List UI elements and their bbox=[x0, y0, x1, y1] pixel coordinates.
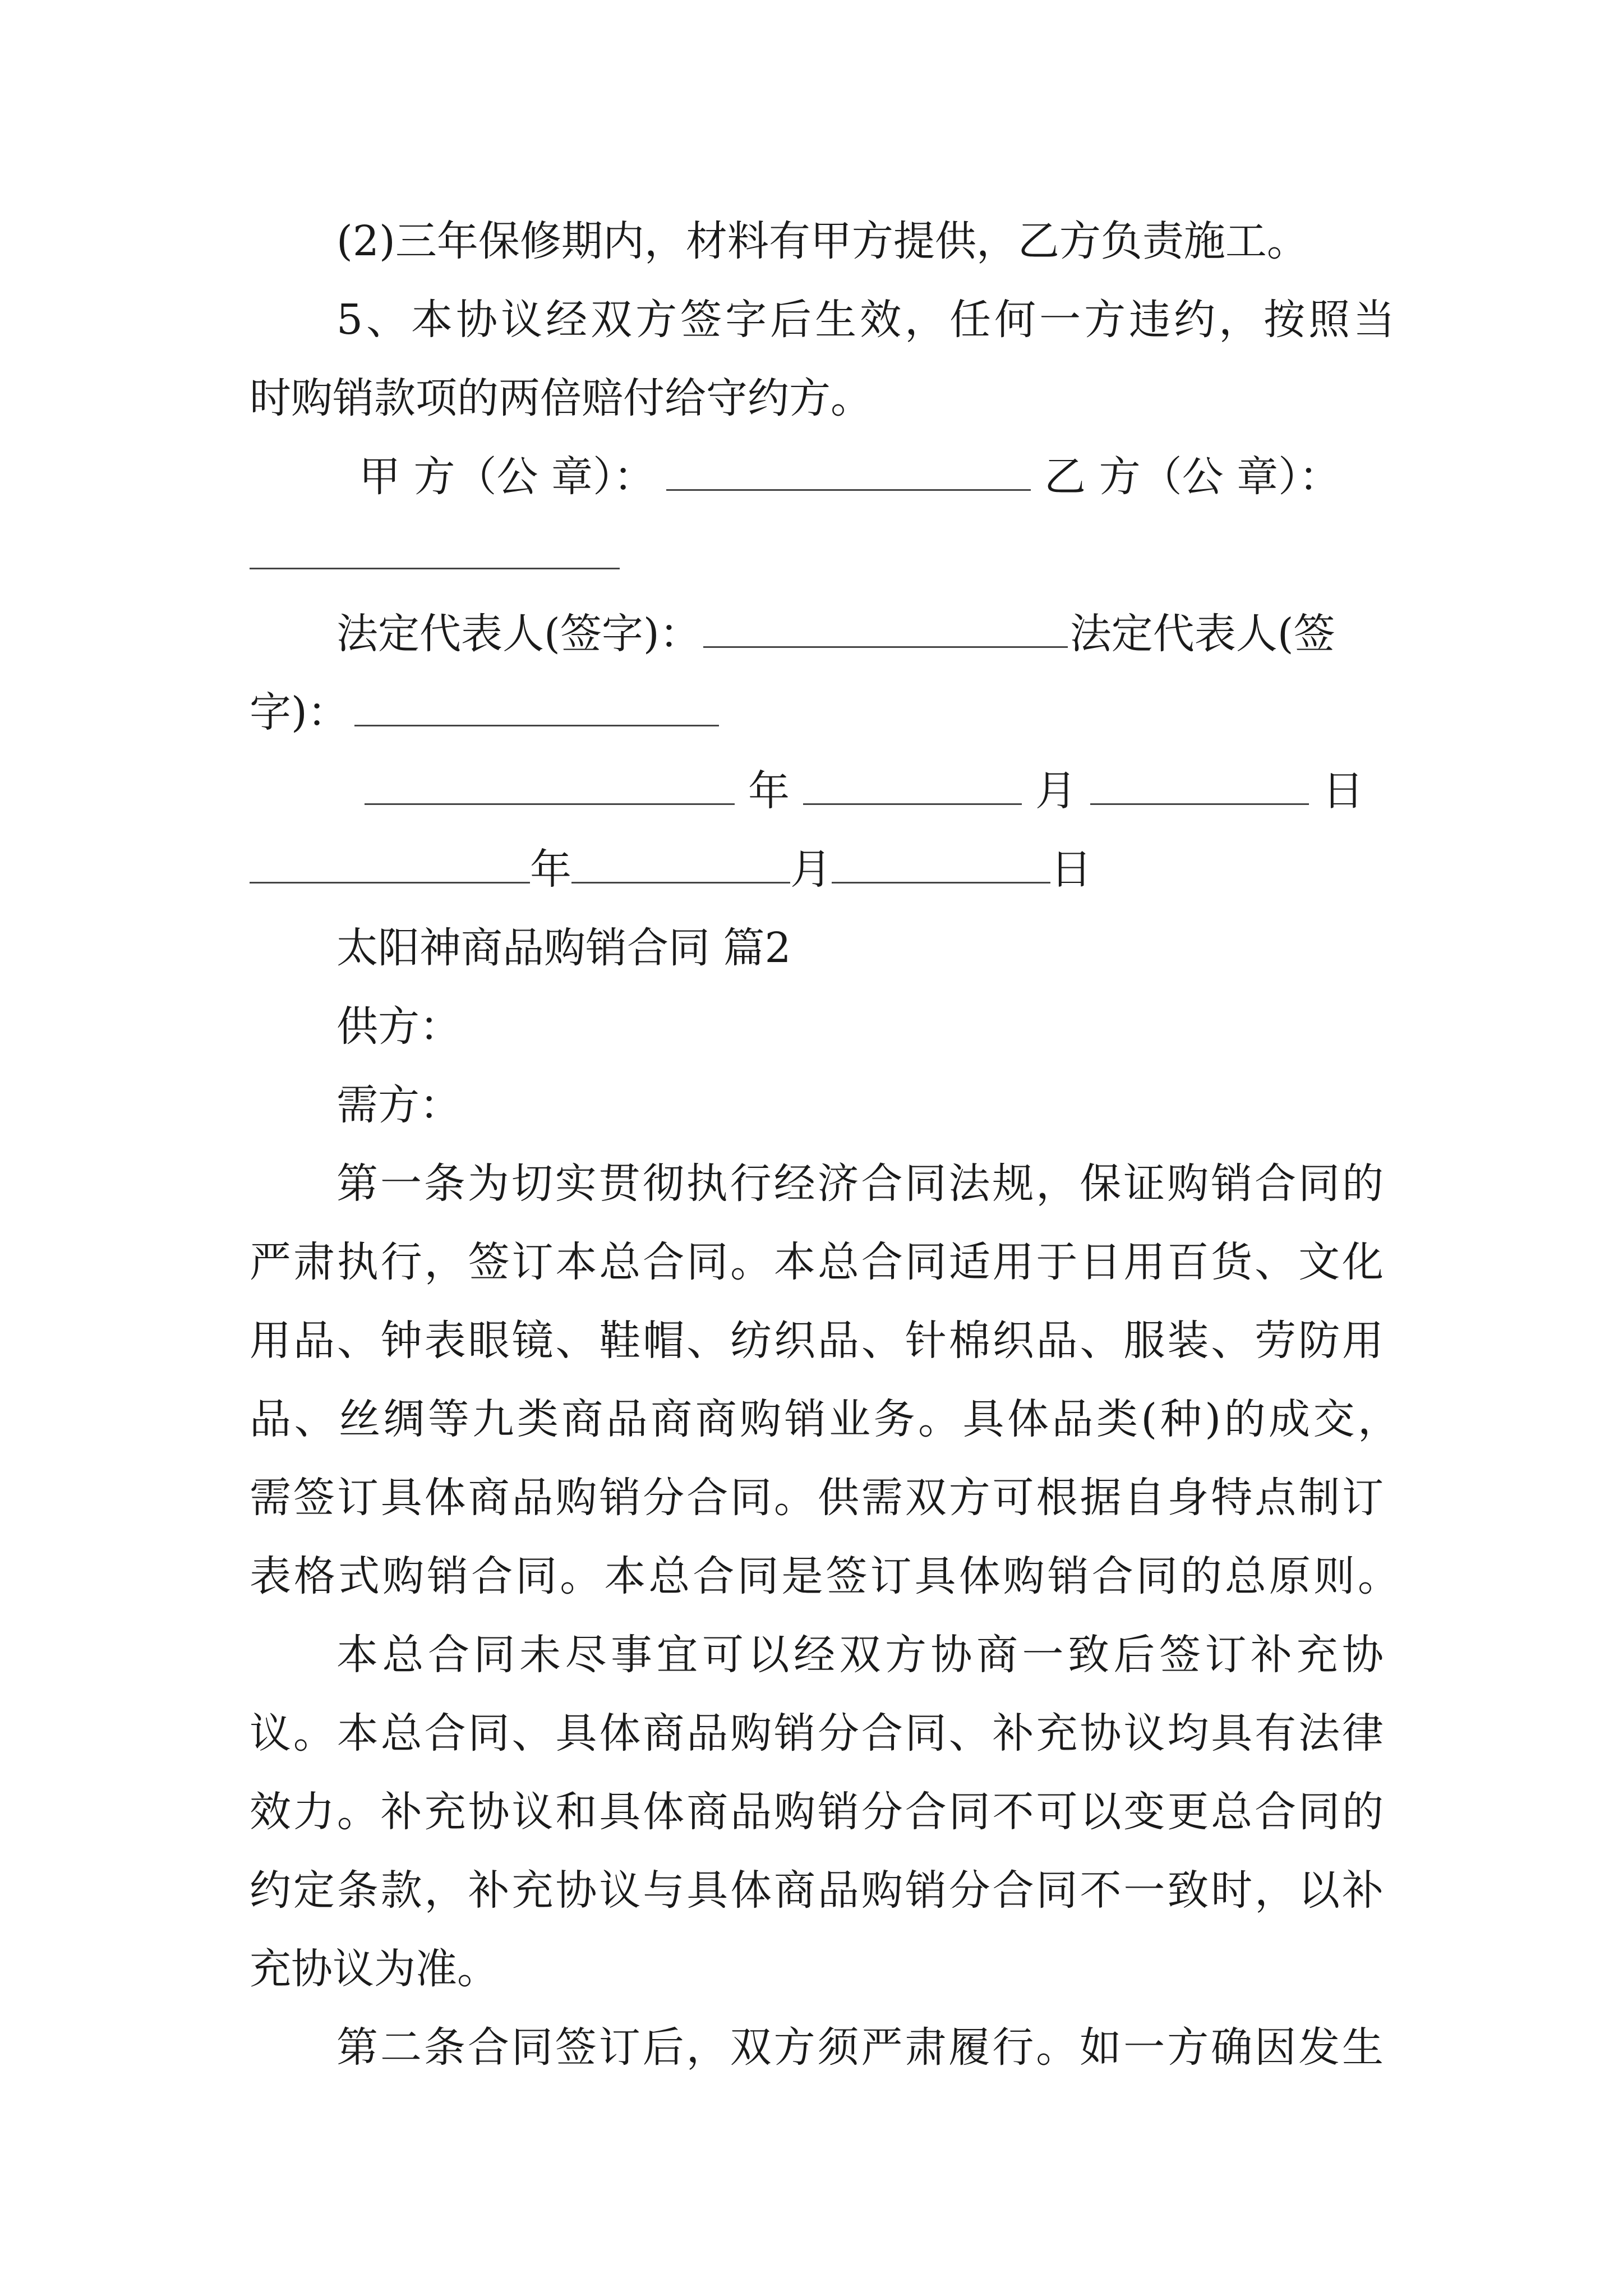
legal-rep-line-2 bbox=[250, 673, 1623, 752]
article-1-line-3: 用品、钟表眼镜、鞋帽、纺织品、针棉织品、服装、劳防用 bbox=[250, 1317, 1384, 1365]
party-a-month-blank[interactable] bbox=[803, 764, 1022, 805]
clause-5-line-1: 5、本协议经双方签字后生效，任何一方违约，按照当 bbox=[336, 296, 1399, 344]
party-b-day-blank[interactable] bbox=[832, 843, 1050, 884]
party-a-seal-label: 甲 方（公 章）： bbox=[359, 453, 656, 501]
party-seal-line bbox=[359, 438, 1424, 516]
party-b-rep-label: 法定代表人(签 bbox=[1069, 610, 1335, 658]
article-1-line-1: 第一条为切实贯彻执行经济合同法规，保证购销合同的 bbox=[336, 1159, 1384, 1208]
party-b-seal-label: 乙 方（公 章）： bbox=[1044, 453, 1341, 501]
day-label: 日 bbox=[1322, 767, 1364, 815]
supplement-line-3: 效力。补充协议和具体商品购销分合同不可以变更总合同的 bbox=[250, 1788, 1384, 1836]
party-a-year-blank[interactable] bbox=[365, 764, 735, 805]
section-title: 太阳神商品购销合同 篇2 bbox=[336, 924, 791, 972]
article-1-line-4: 品、丝绸等九类商品商商购销业务。具体品类(种)的成交， bbox=[250, 1395, 1399, 1443]
month-label: 月 bbox=[1035, 767, 1077, 815]
article-1-line-6: 表格式购销合同。本总合同是签订具体购销合同的总原则。 bbox=[250, 1552, 1399, 1600]
article-1-line-5: 需签订具体商品购销分合同。供需双方可根据自身特点制订 bbox=[250, 1474, 1384, 1522]
party-b-seal-blank[interactable] bbox=[250, 528, 620, 569]
party-b-rep-blank[interactable] bbox=[354, 685, 719, 726]
buyer-label: 需方： bbox=[336, 1081, 461, 1129]
clause-5-line-2: 时购销款项的两倍赔付给守约方。 bbox=[250, 374, 872, 422]
party-b-rep-label-cont: 字)： bbox=[250, 688, 349, 737]
article-2-line-1: 第二条合同签订后，双方须严肃履行。如一方确因发生 bbox=[336, 2023, 1384, 2072]
party-a-day-blank[interactable] bbox=[1090, 764, 1309, 805]
party-b-date-line bbox=[250, 830, 1623, 909]
day-label-2: 日 bbox=[1050, 845, 1092, 894]
supplier-label: 供方： bbox=[336, 1002, 461, 1051]
party-b-year-blank[interactable] bbox=[250, 843, 530, 884]
supplement-line-5: 充协议为准。 bbox=[250, 1945, 499, 1993]
year-label-2: 年 bbox=[530, 845, 571, 894]
legal-rep-line bbox=[336, 595, 1623, 673]
year-label: 年 bbox=[748, 767, 790, 815]
party-a-rep-label: 法定代表人(签字)： bbox=[336, 610, 701, 658]
supplement-line-1: 本总合同未尽事宜可以经双方协商一致后签订补充协 bbox=[336, 1631, 1384, 1679]
party-a-rep-blank[interactable] bbox=[703, 607, 1068, 648]
party-b-seal-blank-line bbox=[250, 516, 1623, 595]
article-1-line-2: 严肃执行，签订本总合同。本总合同适用于日用百货、文化 bbox=[250, 1238, 1384, 1286]
party-a-date-line bbox=[365, 752, 1623, 830]
month-label-2: 月 bbox=[790, 845, 832, 894]
supplement-line-2: 议。本总合同、具体商品购销分合同、补充协议均具有法律 bbox=[250, 1709, 1384, 1757]
clause-4-2: (2)三年保修期内，材料有甲方提供，乙方负责施工。 bbox=[336, 217, 1308, 265]
party-a-seal-blank[interactable] bbox=[666, 450, 1031, 491]
party-b-month-blank[interactable] bbox=[571, 843, 790, 884]
supplement-line-4: 约定条款，补充协议与具体商品购销分合同不一致时，以补 bbox=[250, 1866, 1384, 1915]
